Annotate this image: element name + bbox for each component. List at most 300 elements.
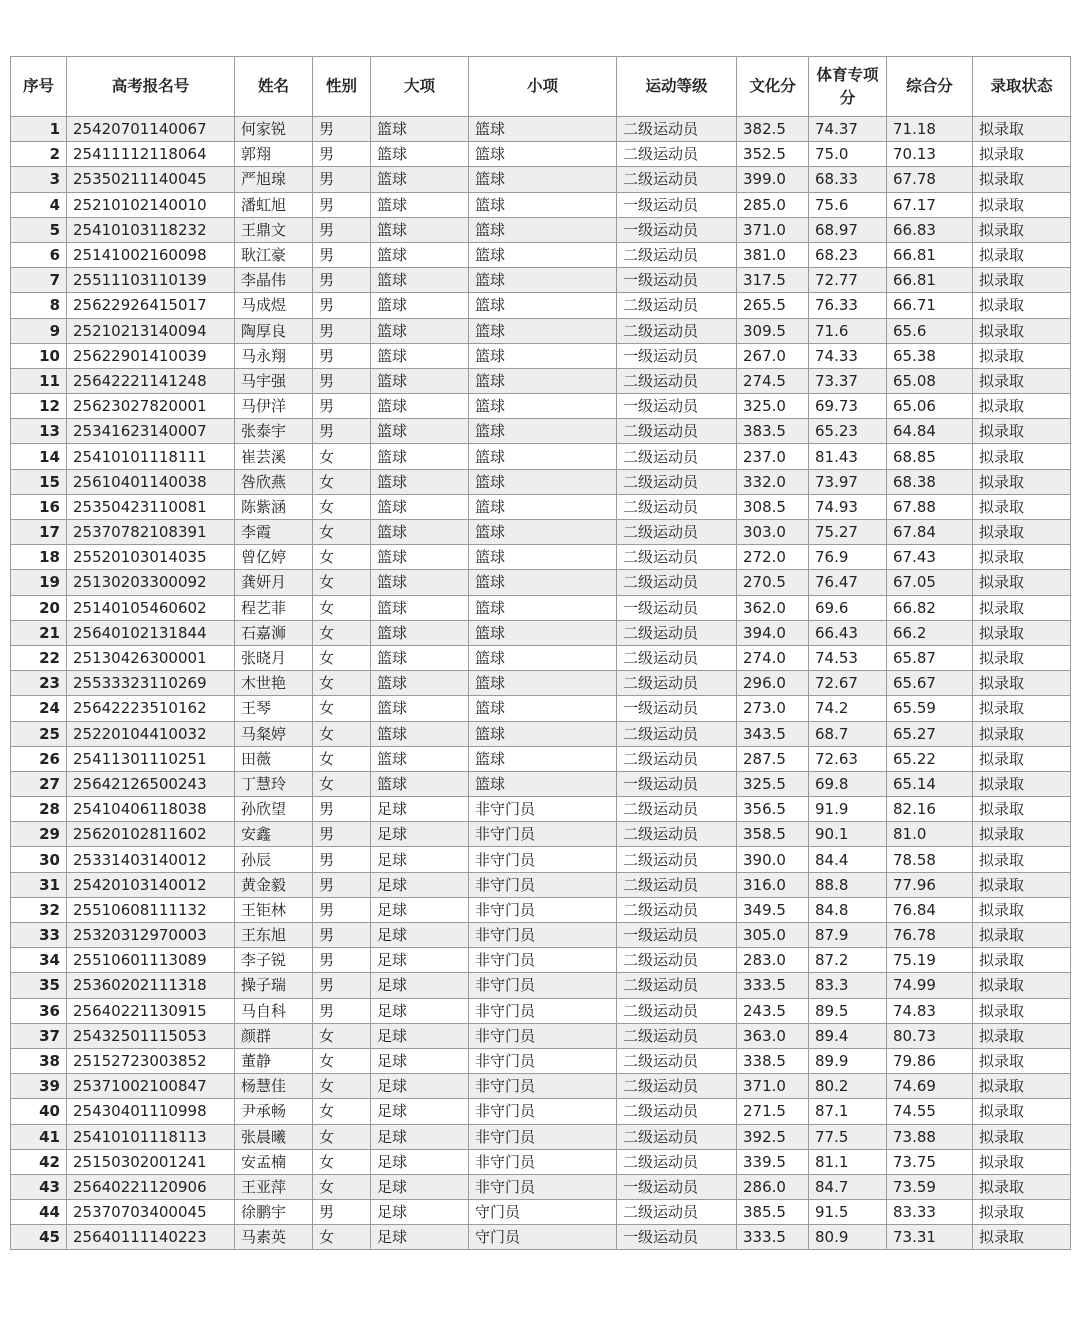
cell-admission-status: 拟录取 — [973, 1225, 1071, 1250]
cell-sport-score: 81.1 — [809, 1149, 887, 1174]
cell-major-event: 篮球 — [371, 192, 469, 217]
cell-name: 王亚萍 — [235, 1174, 313, 1199]
cell-athlete-level: 二级运动员 — [617, 368, 737, 393]
cell-total-score: 73.31 — [887, 1225, 973, 1250]
table-row — [11, 192, 1071, 217]
cell-name: 郭翔 — [235, 142, 313, 167]
cell-admission-status: 拟录取 — [973, 293, 1071, 318]
cell-name: 陶厚良 — [235, 318, 313, 343]
cell-seq: 14 — [11, 444, 67, 469]
cell-sub-event: 篮球 — [469, 771, 617, 796]
cell-seq: 15 — [11, 469, 67, 494]
cell-seq: 36 — [11, 998, 67, 1023]
cell-athlete-level: 一级运动员 — [617, 343, 737, 368]
cell-sport-score: 80.2 — [809, 1074, 887, 1099]
cell-gender: 女 — [313, 1074, 371, 1099]
table-row — [11, 1023, 1071, 1048]
cell-culture-score: 371.0 — [737, 1074, 809, 1099]
cell-sub-event: 篮球 — [469, 117, 617, 142]
cell-culture-score: 273.0 — [737, 696, 809, 721]
cell-name: 马永翔 — [235, 343, 313, 368]
cell-gender: 女 — [313, 671, 371, 696]
cell-major-event: 篮球 — [371, 620, 469, 645]
cell-sub-event: 篮球 — [469, 293, 617, 318]
cell-name: 黄金毅 — [235, 872, 313, 897]
cell-seq: 31 — [11, 872, 67, 897]
cell-name: 田薇 — [235, 746, 313, 771]
cell-athlete-level: 二级运动员 — [617, 1074, 737, 1099]
cell-sport-score: 69.8 — [809, 771, 887, 796]
cell-seq: 23 — [11, 671, 67, 696]
cell-major-event: 篮球 — [371, 545, 469, 570]
cell-major-event: 足球 — [371, 1149, 469, 1174]
table-row — [11, 822, 1071, 847]
table-row — [11, 167, 1071, 192]
cell-sub-event: 篮球 — [469, 696, 617, 721]
cell-culture-score: 362.0 — [737, 595, 809, 620]
cell-exam-id: 25533323110269 — [67, 671, 235, 696]
cell-seq: 42 — [11, 1149, 67, 1174]
cell-name: 丁慧玲 — [235, 771, 313, 796]
cell-exam-id: 25360202111318 — [67, 973, 235, 998]
cell-sport-score: 74.2 — [809, 696, 887, 721]
cell-culture-score: 356.5 — [737, 797, 809, 822]
cell-athlete-level: 二级运动员 — [617, 872, 737, 897]
cell-sport-score: 72.67 — [809, 671, 887, 696]
cell-major-event: 篮球 — [371, 268, 469, 293]
table-row — [11, 847, 1071, 872]
cell-sub-event: 篮球 — [469, 343, 617, 368]
table-row — [11, 1225, 1071, 1250]
table-row — [11, 117, 1071, 142]
cell-exam-id: 25420103140012 — [67, 872, 235, 897]
cell-culture-score: 325.5 — [737, 771, 809, 796]
cell-seq: 30 — [11, 847, 67, 872]
cell-total-score: 73.88 — [887, 1124, 973, 1149]
cell-seq: 37 — [11, 1023, 67, 1048]
cell-seq: 2 — [11, 142, 67, 167]
cell-admission-status: 拟录取 — [973, 897, 1071, 922]
cell-exam-id: 25642126500243 — [67, 771, 235, 796]
cell-name: 王钜林 — [235, 897, 313, 922]
cell-name: 马自科 — [235, 998, 313, 1023]
cell-seq: 4 — [11, 192, 67, 217]
cell-gender: 女 — [313, 771, 371, 796]
cell-major-event: 篮球 — [371, 419, 469, 444]
cell-sub-event: 篮球 — [469, 419, 617, 444]
cell-name: 咎欣燕 — [235, 469, 313, 494]
cell-major-event: 足球 — [371, 1023, 469, 1048]
cell-sub-event: 篮球 — [469, 570, 617, 595]
cell-athlete-level: 二级运动员 — [617, 318, 737, 343]
cell-admission-status: 拟录取 — [973, 797, 1071, 822]
cell-sport-score: 75.6 — [809, 192, 887, 217]
cell-sport-score: 87.1 — [809, 1099, 887, 1124]
cell-culture-score: 383.5 — [737, 419, 809, 444]
cell-seq: 35 — [11, 973, 67, 998]
cell-gender: 女 — [313, 469, 371, 494]
cell-culture-score: 392.5 — [737, 1124, 809, 1149]
cell-culture-score: 338.5 — [737, 1048, 809, 1073]
cell-admission-status: 拟录取 — [973, 343, 1071, 368]
cell-athlete-level: 二级运动员 — [617, 847, 737, 872]
cell-major-event: 篮球 — [371, 167, 469, 192]
cell-sport-score: 72.63 — [809, 746, 887, 771]
cell-exam-id: 25370703400045 — [67, 1200, 235, 1225]
cell-gender: 男 — [313, 872, 371, 897]
cell-athlete-level: 二级运动员 — [617, 1124, 737, 1149]
cell-sub-event: 篮球 — [469, 368, 617, 393]
admission-table — [10, 56, 1071, 1250]
cell-major-event: 足球 — [371, 973, 469, 998]
cell-admission-status: 拟录取 — [973, 368, 1071, 393]
cell-sport-score: 73.97 — [809, 469, 887, 494]
cell-culture-score: 343.5 — [737, 721, 809, 746]
cell-name: 董静 — [235, 1048, 313, 1073]
cell-admission-status: 拟录取 — [973, 570, 1071, 595]
cell-sport-score: 88.8 — [809, 872, 887, 897]
cell-sport-score: 74.53 — [809, 645, 887, 670]
cell-athlete-level: 二级运动员 — [617, 142, 737, 167]
cell-sub-event: 守门员 — [469, 1200, 617, 1225]
cell-sub-event: 非守门员 — [469, 1048, 617, 1073]
cell-athlete-level: 二级运动员 — [617, 1023, 737, 1048]
cell-name: 徐鹏宇 — [235, 1200, 313, 1225]
cell-sub-event: 守门员 — [469, 1225, 617, 1250]
cell-name: 张晓月 — [235, 645, 313, 670]
cell-sport-score: 89.9 — [809, 1048, 887, 1073]
cell-sport-score: 75.27 — [809, 520, 887, 545]
cell-athlete-level: 二级运动员 — [617, 746, 737, 771]
cell-seq: 26 — [11, 746, 67, 771]
cell-sport-score: 80.9 — [809, 1225, 887, 1250]
cell-admission-status: 拟录取 — [973, 444, 1071, 469]
cell-exam-id: 25622901410039 — [67, 343, 235, 368]
table-row — [11, 948, 1071, 973]
cell-name: 何家锐 — [235, 117, 313, 142]
cell-total-score: 65.06 — [887, 394, 973, 419]
cell-sub-event: 篮球 — [469, 494, 617, 519]
cell-total-score: 68.38 — [887, 469, 973, 494]
cell-total-score: 67.17 — [887, 192, 973, 217]
cell-major-event: 篮球 — [371, 520, 469, 545]
cell-sub-event: 篮球 — [469, 520, 617, 545]
table-row — [11, 671, 1071, 696]
cell-total-score: 73.75 — [887, 1149, 973, 1174]
cell-name: 尹承畅 — [235, 1099, 313, 1124]
cell-admission-status: 拟录取 — [973, 1048, 1071, 1073]
cell-name: 王琴 — [235, 696, 313, 721]
cell-name: 颜群 — [235, 1023, 313, 1048]
cell-exam-id: 25130203300092 — [67, 570, 235, 595]
cell-major-event: 篮球 — [371, 645, 469, 670]
cell-sport-score: 71.6 — [809, 318, 887, 343]
cell-name: 安鑫 — [235, 822, 313, 847]
cell-sport-score: 65.23 — [809, 419, 887, 444]
cell-seq: 8 — [11, 293, 67, 318]
cell-sub-event: 篮球 — [469, 595, 617, 620]
header-gender: 性别 — [313, 57, 371, 117]
cell-seq: 45 — [11, 1225, 67, 1250]
table-row — [11, 419, 1071, 444]
cell-major-event: 足球 — [371, 923, 469, 948]
cell-major-event: 足球 — [371, 847, 469, 872]
cell-exam-id: 25150302001241 — [67, 1149, 235, 1174]
cell-gender: 男 — [313, 923, 371, 948]
cell-name: 石嘉浉 — [235, 620, 313, 645]
cell-gender: 男 — [313, 167, 371, 192]
cell-seq: 17 — [11, 520, 67, 545]
cell-admission-status: 拟录取 — [973, 1149, 1071, 1174]
cell-culture-score: 274.0 — [737, 645, 809, 670]
cell-gender: 女 — [313, 746, 371, 771]
cell-name: 李子锐 — [235, 948, 313, 973]
cell-admission-status: 拟录取 — [973, 520, 1071, 545]
table-row — [11, 1200, 1071, 1225]
cell-admission-status: 拟录取 — [973, 494, 1071, 519]
cell-name: 马成煜 — [235, 293, 313, 318]
cell-major-event: 篮球 — [371, 696, 469, 721]
cell-culture-score: 333.5 — [737, 973, 809, 998]
cell-sport-score: 68.23 — [809, 242, 887, 267]
cell-sport-score: 83.3 — [809, 973, 887, 998]
cell-culture-score: 265.5 — [737, 293, 809, 318]
cell-total-score: 78.58 — [887, 847, 973, 872]
cell-athlete-level: 二级运动员 — [617, 545, 737, 570]
cell-total-score: 66.83 — [887, 217, 973, 242]
cell-name: 马素英 — [235, 1225, 313, 1250]
cell-total-score: 74.83 — [887, 998, 973, 1023]
cell-admission-status: 拟录取 — [973, 1023, 1071, 1048]
cell-seq: 3 — [11, 167, 67, 192]
cell-major-event: 足球 — [371, 1174, 469, 1199]
cell-major-event: 足球 — [371, 1074, 469, 1099]
cell-total-score: 81.0 — [887, 822, 973, 847]
cell-culture-score: 274.5 — [737, 368, 809, 393]
cell-sport-score: 89.5 — [809, 998, 887, 1023]
cell-culture-score: 296.0 — [737, 671, 809, 696]
cell-athlete-level: 二级运动员 — [617, 242, 737, 267]
cell-seq: 7 — [11, 268, 67, 293]
cell-gender: 男 — [313, 973, 371, 998]
cell-seq: 9 — [11, 318, 67, 343]
cell-total-score: 82.16 — [887, 797, 973, 822]
cell-name: 马伊洋 — [235, 394, 313, 419]
cell-culture-score: 270.5 — [737, 570, 809, 595]
header-exam-id: 高考报名号 — [67, 57, 235, 117]
table-row — [11, 696, 1071, 721]
cell-exam-id: 25410406118038 — [67, 797, 235, 822]
cell-gender: 女 — [313, 1099, 371, 1124]
cell-seq: 29 — [11, 822, 67, 847]
cell-total-score: 65.14 — [887, 771, 973, 796]
cell-sub-event: 篮球 — [469, 545, 617, 570]
cell-culture-score: 382.5 — [737, 117, 809, 142]
cell-gender: 男 — [313, 998, 371, 1023]
cell-total-score: 66.82 — [887, 595, 973, 620]
cell-athlete-level: 一级运动员 — [617, 217, 737, 242]
cell-sub-event: 非守门员 — [469, 897, 617, 922]
cell-athlete-level: 一级运动员 — [617, 696, 737, 721]
cell-athlete-level: 二级运动员 — [617, 620, 737, 645]
cell-seq: 19 — [11, 570, 67, 595]
cell-seq: 1 — [11, 117, 67, 142]
cell-athlete-level: 二级运动员 — [617, 1149, 737, 1174]
cell-exam-id: 25622926415017 — [67, 293, 235, 318]
cell-exam-id: 25152723003852 — [67, 1048, 235, 1073]
cell-culture-score: 363.0 — [737, 1023, 809, 1048]
cell-exam-id: 25510608111132 — [67, 897, 235, 922]
cell-sport-score: 81.43 — [809, 444, 887, 469]
cell-athlete-level: 二级运动员 — [617, 897, 737, 922]
table-row — [11, 1174, 1071, 1199]
cell-name: 耿江豪 — [235, 242, 313, 267]
cell-seq: 41 — [11, 1124, 67, 1149]
cell-athlete-level: 二级运动员 — [617, 1200, 737, 1225]
cell-sport-score: 68.7 — [809, 721, 887, 746]
cell-major-event: 篮球 — [371, 142, 469, 167]
cell-seq: 5 — [11, 217, 67, 242]
cell-gender: 男 — [313, 948, 371, 973]
cell-sub-event: 篮球 — [469, 469, 617, 494]
cell-name: 李晶伟 — [235, 268, 313, 293]
cell-gender: 女 — [313, 570, 371, 595]
table-row — [11, 595, 1071, 620]
cell-athlete-level: 一级运动员 — [617, 771, 737, 796]
table-header-row — [11, 57, 1071, 117]
table-row — [11, 318, 1071, 343]
cell-sub-event: 篮球 — [469, 620, 617, 645]
cell-major-event: 足球 — [371, 797, 469, 822]
cell-gender: 男 — [313, 368, 371, 393]
cell-sport-score: 89.4 — [809, 1023, 887, 1048]
cell-major-event: 篮球 — [371, 721, 469, 746]
cell-admission-status: 拟录取 — [973, 268, 1071, 293]
cell-name: 程艺菲 — [235, 595, 313, 620]
header-sport-score: 体育专项分 — [809, 57, 887, 117]
cell-name: 木世艳 — [235, 671, 313, 696]
cell-admission-status: 拟录取 — [973, 242, 1071, 267]
cell-sport-score: 72.77 — [809, 268, 887, 293]
table-row — [11, 343, 1071, 368]
cell-name: 曾亿婷 — [235, 545, 313, 570]
cell-admission-status: 拟录取 — [973, 998, 1071, 1023]
cell-total-score: 76.84 — [887, 897, 973, 922]
cell-major-event: 足球 — [371, 1225, 469, 1250]
cell-sport-score: 91.5 — [809, 1200, 887, 1225]
cell-athlete-level: 一级运动员 — [617, 1225, 737, 1250]
cell-culture-score: 399.0 — [737, 167, 809, 192]
cell-major-event: 篮球 — [371, 746, 469, 771]
cell-major-event: 篮球 — [371, 671, 469, 696]
cell-sport-score: 74.37 — [809, 117, 887, 142]
cell-gender: 女 — [313, 620, 371, 645]
table-row — [11, 897, 1071, 922]
table-row — [11, 645, 1071, 670]
cell-major-event: 篮球 — [371, 570, 469, 595]
cell-exam-id: 25511103110139 — [67, 268, 235, 293]
cell-gender: 男 — [313, 318, 371, 343]
table-row — [11, 217, 1071, 242]
cell-athlete-level: 二级运动员 — [617, 721, 737, 746]
cell-major-event: 篮球 — [371, 293, 469, 318]
cell-admission-status: 拟录取 — [973, 771, 1071, 796]
cell-athlete-level: 二级运动员 — [617, 117, 737, 142]
cell-admission-status: 拟录取 — [973, 1099, 1071, 1124]
cell-admission-status: 拟录取 — [973, 1174, 1071, 1199]
cell-gender: 男 — [313, 268, 371, 293]
cell-culture-score: 243.5 — [737, 998, 809, 1023]
cell-admission-status: 拟录取 — [973, 973, 1071, 998]
table-row — [11, 142, 1071, 167]
cell-exam-id: 25341623140007 — [67, 419, 235, 444]
cell-gender: 女 — [313, 1174, 371, 1199]
cell-name: 龚妍月 — [235, 570, 313, 595]
cell-major-event: 篮球 — [371, 444, 469, 469]
cell-sub-event: 篮球 — [469, 192, 617, 217]
cell-total-score: 66.81 — [887, 242, 973, 267]
cell-culture-score: 385.5 — [737, 1200, 809, 1225]
cell-sub-event: 篮球 — [469, 318, 617, 343]
table-row — [11, 872, 1071, 897]
cell-major-event: 足球 — [371, 822, 469, 847]
cell-seq: 21 — [11, 620, 67, 645]
cell-culture-score: 358.5 — [737, 822, 809, 847]
cell-gender: 男 — [313, 142, 371, 167]
cell-name: 马宇强 — [235, 368, 313, 393]
cell-sport-score: 90.1 — [809, 822, 887, 847]
cell-admission-status: 拟录取 — [973, 847, 1071, 872]
cell-gender: 女 — [313, 645, 371, 670]
header-athlete-level: 运动等级 — [617, 57, 737, 117]
cell-major-event: 篮球 — [371, 217, 469, 242]
cell-culture-score: 305.0 — [737, 923, 809, 948]
cell-gender: 女 — [313, 494, 371, 519]
cell-admission-status: 拟录取 — [973, 1200, 1071, 1225]
cell-major-event: 篮球 — [371, 494, 469, 519]
cell-seq: 44 — [11, 1200, 67, 1225]
table-row — [11, 444, 1071, 469]
cell-admission-status: 拟录取 — [973, 1074, 1071, 1099]
cell-seq: 38 — [11, 1048, 67, 1073]
cell-sport-score: 68.97 — [809, 217, 887, 242]
cell-exam-id: 25350423110081 — [67, 494, 235, 519]
cell-seq: 10 — [11, 343, 67, 368]
cell-culture-score: 394.0 — [737, 620, 809, 645]
cell-admission-status: 拟录取 — [973, 142, 1071, 167]
cell-athlete-level: 一级运动员 — [617, 192, 737, 217]
cell-culture-score: 333.5 — [737, 1225, 809, 1250]
cell-sub-event: 篮球 — [469, 721, 617, 746]
cell-exam-id: 25320312970003 — [67, 923, 235, 948]
cell-seq: 24 — [11, 696, 67, 721]
header-seq: 序号 — [11, 57, 67, 117]
cell-gender: 男 — [313, 897, 371, 922]
cell-culture-score: 390.0 — [737, 847, 809, 872]
cell-sub-event: 非守门员 — [469, 847, 617, 872]
table-row — [11, 293, 1071, 318]
cell-total-score: 80.73 — [887, 1023, 973, 1048]
cell-sport-score: 76.33 — [809, 293, 887, 318]
cell-gender: 男 — [313, 192, 371, 217]
cell-exam-id: 25141002160098 — [67, 242, 235, 267]
cell-exam-id: 25430401110998 — [67, 1099, 235, 1124]
cell-total-score: 75.19 — [887, 948, 973, 973]
cell-gender: 女 — [313, 1023, 371, 1048]
cell-total-score: 68.85 — [887, 444, 973, 469]
cell-culture-score: 316.0 — [737, 872, 809, 897]
cell-exam-id: 25210213140094 — [67, 318, 235, 343]
